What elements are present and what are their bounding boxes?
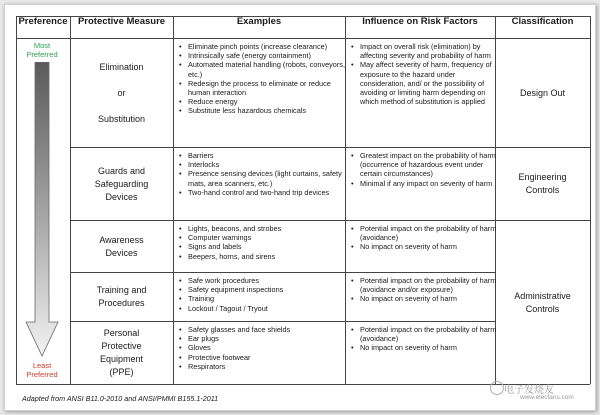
list-item: • Presence sensing devices (light curtains, safety mats, area scanners, etc.) [188, 169, 348, 187]
table-right-border [590, 16, 591, 384]
list-item: • Substitute less hazardous chemicals [188, 106, 348, 115]
list-item: • Potential impact on the probability of harm (avoidance and/or exposure) [360, 276, 500, 294]
influence-list-training [350, 276, 500, 304]
list-item: • May affect severity of harm, frequency of exposure to the hazard under consideration, and/ or the possibility of avoiding or limiting harm depending on which method of substitution is applied [360, 60, 500, 106]
classification-administrative-controls: Administrative Controls [514, 290, 571, 314]
measure-ppe: Personal Protective Equipment (PPE) [99, 328, 144, 377]
influence-list-awareness [350, 224, 500, 252]
list-item: • Signs and labels [188, 242, 348, 251]
list-item: • Intrinsically safe (energy containment) [188, 51, 348, 60]
list-item: • Greatest impact on the probability of harm (occurrence of hazardous event under certain circumstances) [360, 151, 500, 179]
list-item: • Lockout / Tagout / Tryout [188, 304, 348, 313]
header-protective-measure: Protective Measure [77, 16, 166, 27]
influence-list-elimination [350, 42, 500, 106]
measure-guards-safeguarding: Guards and Safeguarding Devices [94, 165, 149, 202]
preference-arrow [24, 62, 60, 358]
list-item: • Beepers, horns, and sirens [188, 252, 348, 261]
influence-list-guards [350, 151, 500, 188]
list-item: • Protective footwear [188, 353, 348, 362]
list-item: • Lights, beacons, and strobes [188, 224, 348, 233]
list-item: • No impact on severity of harm [360, 294, 500, 303]
examples-list-awareness [178, 224, 348, 261]
list-item: • Respirators [188, 362, 348, 371]
list-item: • Barriers [188, 151, 348, 160]
list-item: • No impact on severity of harm [360, 242, 500, 251]
list-item: • Computer warnings [188, 233, 348, 242]
header-influence: Influence on Risk Factors [362, 16, 478, 27]
list-item: • Impact on overall risk (elimination) by affecting severity and probability of harm [360, 42, 500, 60]
source-caption: Adapted from ANSI B11.0-2010 and ANSI/PMMI B155.1-2011 [22, 394, 219, 403]
classification-engineering-controls: Engineering Controls [518, 172, 567, 195]
list-item: • Eliminate pinch points (increase clearance) [188, 42, 348, 51]
list-item: • Safety equipment inspections [188, 285, 348, 294]
examples-list-ppe [178, 325, 348, 371]
watermark-url: www.elecfans.com [520, 394, 574, 401]
list-item: • Potential impact on the probability of harm (avoidance) [360, 325, 500, 343]
examples-list-elimination [178, 42, 348, 116]
measure-training-procedures: Training and Procedures [96, 285, 147, 308]
list-item: • Safe work procedures [188, 276, 348, 285]
list-item: • Gloves [188, 343, 348, 352]
list-item: • Potential impact on the probability of harm (avoidance) [360, 224, 500, 242]
measure-elimination-substitution: Elimination or Substitution [97, 61, 146, 124]
list-item: • Training [188, 294, 348, 303]
table-left-border [16, 16, 17, 384]
examples-list-training [178, 276, 348, 313]
list-item: • Automated material handling (robots, conveyors, etc.) [188, 60, 348, 78]
watermark-text: 电子发烧友 [504, 385, 554, 396]
list-item: • Ear plugs [188, 334, 348, 343]
classification-design-out: Design Out [519, 87, 566, 98]
list-item: • Interlocks [188, 160, 348, 169]
list-item: • Reduce energy [188, 97, 348, 106]
measure-awareness-devices: Awareness Devices [99, 234, 144, 258]
list-item: • Minimal if any impact on severity of harm [360, 179, 500, 188]
list-item: • Two-hand control and two-hand trip devices [188, 188, 348, 197]
influence-list-ppe [350, 325, 500, 353]
header-examples: Examples [236, 16, 282, 27]
examples-list-guards [178, 151, 348, 197]
header-classification: Classification [511, 16, 574, 27]
most-preferred-label: Most Preferred [26, 41, 58, 59]
list-item: • No impact on severity of harm [360, 343, 500, 352]
header-preference: Preference [18, 16, 68, 27]
least-preferred-label: Least Preferred [26, 361, 58, 379]
list-item: • Redesign the process to eliminate or reduce human interaction [188, 79, 348, 97]
list-item: • Safety glasses and face shields [188, 325, 348, 334]
col-divider-2 [173, 16, 174, 384]
watermark-logo-icon [490, 381, 504, 395]
